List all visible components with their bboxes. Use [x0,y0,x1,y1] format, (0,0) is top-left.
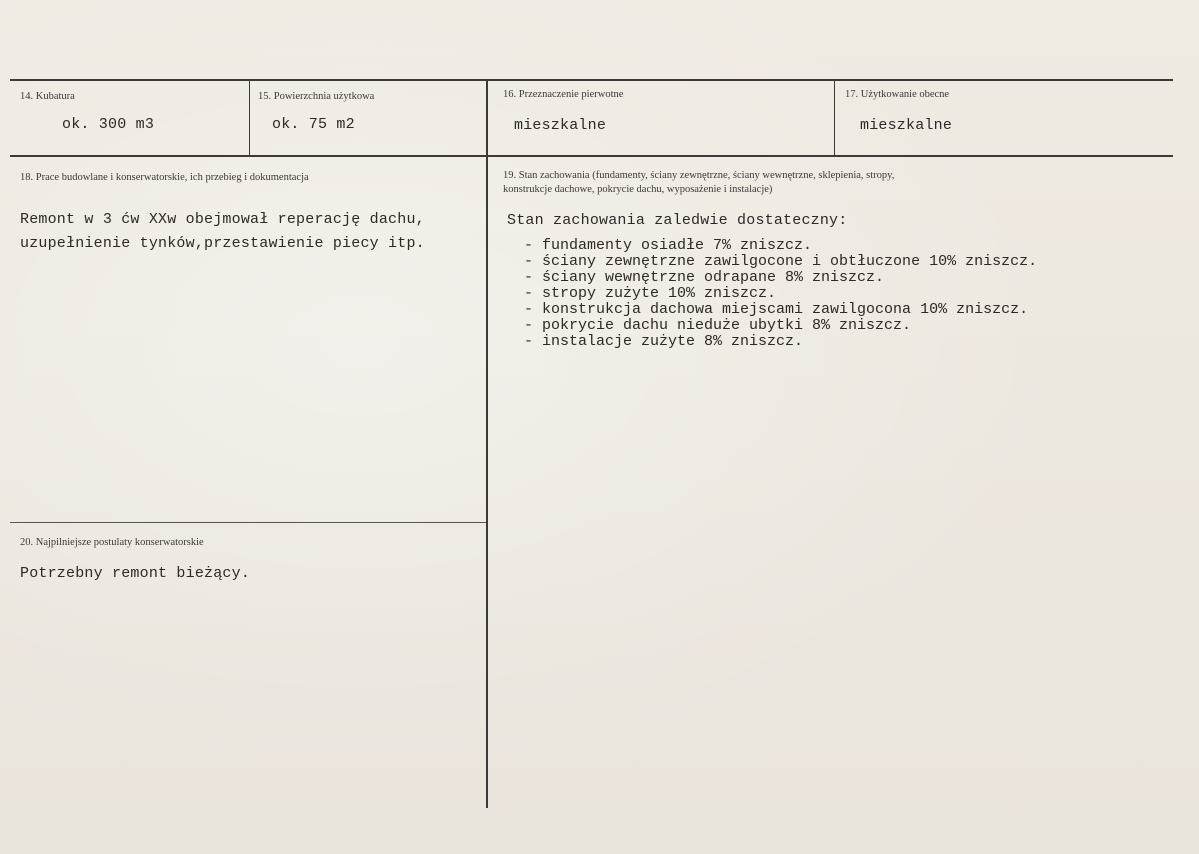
field-16-value: mieszkalne [514,117,607,134]
row1-bottom-rule [10,155,1173,157]
condition-item-sciany-zewnetrzne: - ściany zewnętrzne zawilgocone i obtłuczone 10% zniszcz. [524,253,1038,270]
condition-item-instalacje: - instalacje zużyte 8% zniszcz. [524,333,804,350]
field-17-value: mieszkalne [860,117,953,134]
field-18-label: 18. Prace budowlane i konserwatorskie, ich przebieg i dokumentacja [20,172,309,183]
condition-item-pokrycie-dachu: - pokrycie dachu nieduże ubytki 8% zniszcz. [524,317,912,334]
show-through-marks [40,150,1140,550]
section20-top-rule [10,522,486,523]
field-18-line-1: Remont w 3 ćw XXw obejmował reperację dachu, [20,211,425,228]
field-19-label-line-1: 19. Stan zachowania (fundamenty, ściany zewnętrzne, ściany wewnętrzne, sklepienia, stropy, [503,170,895,181]
condition-item-sciany-wewnetrzne: - ściany wewnętrzne odrapane 8% zniszcz. [524,269,885,286]
field-18-line-2: uzupełnienie tynków,przestawienie piecy itp. [20,235,425,252]
field-14-value: ok. 300 m3 [62,116,155,133]
top-rule [10,79,1173,81]
field-16-label: 16. Przeznaczenie pierwotne [503,89,624,100]
condition-item-fundamenty: - fundamenty osiadłe 7% zniszcz. [524,237,813,254]
condition-item-stropy: - stropy zużyte 10% zniszcz. [524,285,777,302]
field-20-value: Potrzebny remont bieżący. [20,565,251,582]
field-15-label: 15. Powierzchnia użytkowa [258,91,375,102]
field-19-heading: Stan zachowania zaledwie dostateczny: [507,212,848,229]
divider-16-17 [834,80,835,156]
field-20-label: 20. Najpilniejsze postulaty konserwatorskie [20,537,204,548]
field-19-label-line-2: konstrukcje dachowe, pokrycie dachu, wyposażenie i instalacje) [503,184,773,195]
condition-item-konstrukcja-dachowa: - konstrukcja dachowa miejscami zawilgocona 10% zniszcz. [524,301,1029,318]
field-15-value: ok. 75 m2 [272,116,355,133]
field-17-label: 17. Użytkowanie obecne [845,89,950,100]
divider-15-16 [486,80,488,808]
divider-14-15 [249,80,250,156]
field-14-label: 14. Kubatura [20,91,75,102]
field-19-condition-list [524,238,1037,350]
